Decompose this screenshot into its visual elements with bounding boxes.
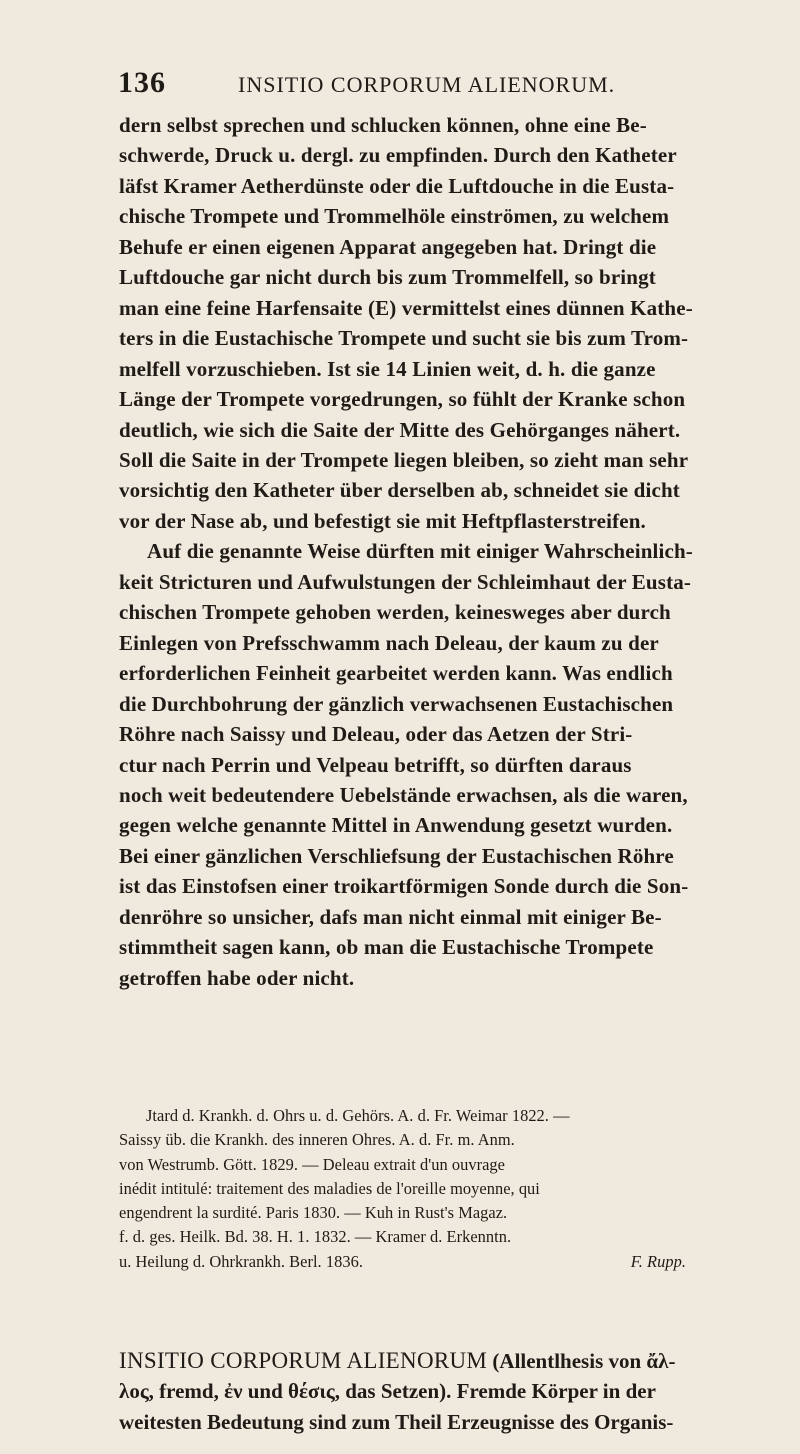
body-line: ters in die Eustachische Trompete und sucht sie bis zum Trom- (119, 326, 689, 351)
body-line: dern selbst sprechen und schlucken können, ohne eine Be- (119, 113, 647, 137)
note-line (119, 1250, 686, 1274)
body-line: Auf die genannte Weise dürften mit einiger Wahrscheinlich- (147, 539, 693, 564)
body-line: ctur nach Perrin und Velpeau betrifft, so dürften daraus (119, 752, 632, 777)
body-line: vor der Nase ab, und befestigt sie mit Heftpflasterstreifen. (119, 508, 646, 533)
body-line: ist das Einstofsen einer troikartförmigen Sonde durch die Son- (119, 874, 689, 899)
body-line: denröhre so unsicher, dafs man nicht einmal mit einiger Be- (119, 904, 662, 929)
article-heading: INSITIO CORPORUM ALIENORUM (119, 1348, 488, 1373)
note-line: Jtard d. Krankh. d. Ohrs u. d. Gehörs. A. d. Fr. Weimar 1822. — (146, 1106, 570, 1125)
body-line: die Durchbohrung der gänzlich verwachsenen Eustachischen (119, 691, 674, 716)
body-line: Soll die Saite in der Trompete liegen bleiben, so zieht man sehr (119, 447, 689, 472)
author-signature: F. Rupp. (630, 1251, 686, 1271)
body-line: schwerde, Druck u. dergl. zu empfinden. Durch den Katheter (119, 143, 677, 168)
body-line: Bei einer gänzlichen Verschliefsung der Eustachischen Röhre (119, 843, 674, 868)
article-line: weitesten Bedeutung sind zum Theil Erzeugnisse des Organis- (119, 1409, 674, 1434)
note-line: Saissy üb. die Krankh. des inneren Ohres. A. d. Fr. m. Anm. (119, 1130, 515, 1150)
body-line: Röhre nach Saissy und Deleau, oder das Aetzen der Stri- (119, 722, 633, 747)
body-line: vorsichtig den Katheter über derselben ab, schneidet sie dicht (119, 478, 680, 503)
body-line: gegen welche genannte Mittel in Anwendung gesetzt wurden. (119, 813, 673, 838)
note-line: von Westrumb. Gött. 1829. — Deleau extrait d'un ouvrage (119, 1154, 505, 1174)
body-line: noch weit bedeutendere Uebelstände erwachsen, als die waren, (119, 782, 688, 807)
page-number: 136 (118, 66, 166, 99)
body-line: Länge der Trompete vorgedrungen, so fühlt der Kranke schon (119, 387, 686, 412)
article-line: λος, fremd, ἐν und θέσις, das Setzen). Fremde Körper in der (119, 1379, 656, 1404)
body-line: chische Trompete und Trommelhöle einströmen, zu welchem (119, 204, 670, 229)
note-line: inédit intitulé: traitement des maladies de l'oreille moyenne, qui (119, 1178, 540, 1198)
note-line: f. d. ges. Heilk. Bd. 38. H. 1. 1832. — Kramer d. Erkenntn. (119, 1227, 512, 1247)
note-line: engendrent la surdité. Paris 1830. — Kuh in Rust's Magaz. (119, 1203, 508, 1223)
running-head: INSITIO CORPORUM ALIENORUM. (238, 72, 616, 97)
body-line: läfst Kramer Aetherdünste oder die Luftdouche in die Eusta- (119, 173, 675, 198)
body-line: melfell vorzuschieben. Ist sie 14 Linien weit, d. h. die ganze (119, 356, 656, 381)
body-line: keit Stricturen und Aufwulstungen der Schleimhaut der Eusta- (119, 569, 692, 594)
body-line: Einlegen von Prefsschwamm nach Deleau, der kaum zu der (119, 630, 659, 655)
body-line: Luftdouche gar nicht durch bis zum Trommelfell, so bringt (119, 265, 656, 290)
main-text (119, 110, 693, 993)
next-article (119, 1346, 683, 1437)
body-line: deutlich, wie sich die Saite der Mitte des Gehörganges nähert. (119, 417, 681, 442)
page-header (118, 66, 678, 106)
article-heading-line (119, 1346, 683, 1376)
body-line: Behufe er einen eigenen Apparat angegeben hat. Dringt die (119, 234, 657, 259)
body-line: stimmtheit sagen kann, ob man die Eustachische Trompete (119, 935, 654, 960)
body-line: erforderlichen Feinheit gearbeitet werden kann. Was endlich (119, 661, 673, 686)
body-line: man eine feine Harfensaite (E) vermittelst eines dünnen Kathe- (119, 295, 693, 320)
article-heading-rest: (Allentlhesis von ἄλ- (487, 1349, 676, 1373)
bibliography-notes (119, 1104, 686, 1274)
body-line: chischen Trompete gehoben werden, keinesweges aber durch (119, 600, 671, 625)
body-line: getroffen habe oder nicht. (119, 965, 355, 990)
note-line-text: u. Heilung d. Ohrkrankh. Berl. 1836. (119, 1251, 363, 1271)
